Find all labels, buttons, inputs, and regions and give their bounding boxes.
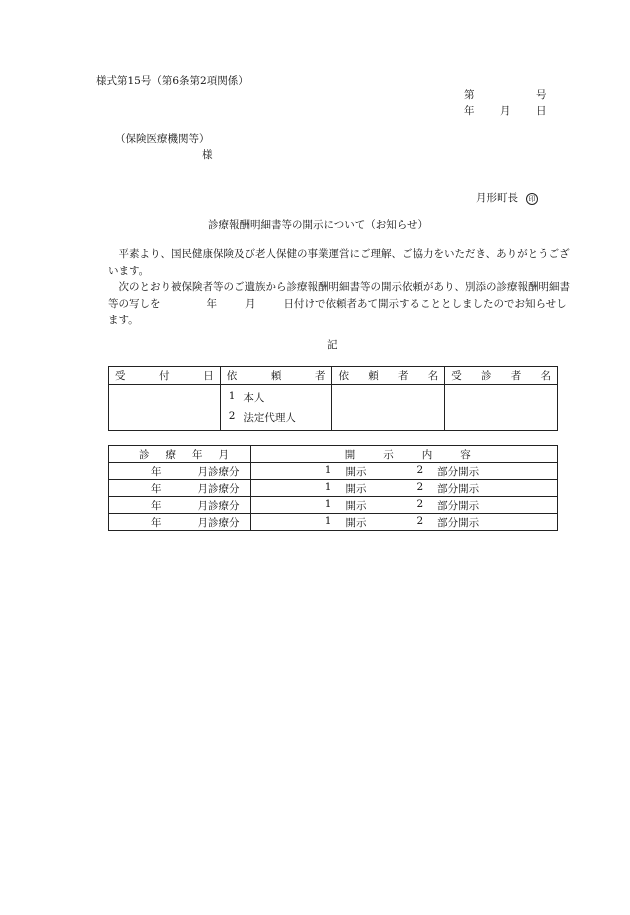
sender	[476, 193, 538, 205]
body-paragraph-2-text: 次のとおり被保険者等のご遺族から診療報酬明細書等の開示依頼があり、別添の診療報酬明細書等の写しを 年 月 日付けで依頼者あて開示することとしましたのでお知らせします。	[108, 281, 570, 326]
option-legal-rep: 2 法定代理人	[228, 410, 296, 424]
disclosure-table	[108, 445, 558, 531]
date-year: 年	[464, 105, 475, 117]
disclosure-table-header	[109, 446, 558, 463]
date-day: 日	[536, 105, 547, 117]
header-requester-name: 依 頼 者 名	[338, 370, 439, 382]
requester-name-cell	[332, 385, 445, 431]
request-table	[108, 366, 558, 431]
doc-number-prefix: 第	[464, 89, 475, 101]
seal-icon: 印	[526, 193, 538, 205]
doc-number-suffix: 号	[536, 89, 547, 101]
recipient-honorific: 様	[202, 149, 213, 161]
header-received-date: 受 付 日	[115, 370, 214, 382]
sender-name: 月形町長	[476, 192, 518, 204]
table-row: 年 月診療分 1 開示 2 部分開示	[109, 463, 558, 480]
recipient-name: （保険医療機関等）	[115, 133, 210, 145]
body-paragraph-1-text: 平素より、国民健康保険及び老人保健の事業運営にご理解、ご協力をいただき、ありがとうございます。	[108, 248, 570, 277]
document-title: 診療報酬明細書等の開示について（お知らせ）	[208, 219, 428, 231]
header-patient-name: 受 診 者 名	[451, 370, 551, 382]
request-table-header	[109, 367, 558, 385]
ki-heading: 記	[327, 339, 338, 351]
header-disclosure-content: 開 示 内 容	[344, 448, 471, 461]
table-row: 年 月診療分 1 開示 2 部分開示	[109, 480, 558, 497]
header-treatment-month: 診 療 年 月	[139, 448, 229, 461]
header-requester: 依 頼 者	[226, 370, 326, 382]
body-paragraph-2	[108, 279, 570, 329]
received-date-cell	[109, 385, 221, 431]
requester-cell	[220, 385, 332, 431]
request-table-row	[109, 385, 558, 431]
patient-name-cell	[445, 385, 558, 431]
option-self: 1 本人	[228, 390, 265, 404]
body-paragraph-1	[108, 246, 570, 279]
date-month: 月	[500, 105, 511, 117]
form-label: 様式第15号（第6条第2項関係）	[96, 75, 249, 87]
table-row: 年 月診療分 1 開示 2 部分開示	[109, 497, 558, 514]
table-row: 年 月診療分 1 開示 2 部分開示	[109, 514, 558, 531]
